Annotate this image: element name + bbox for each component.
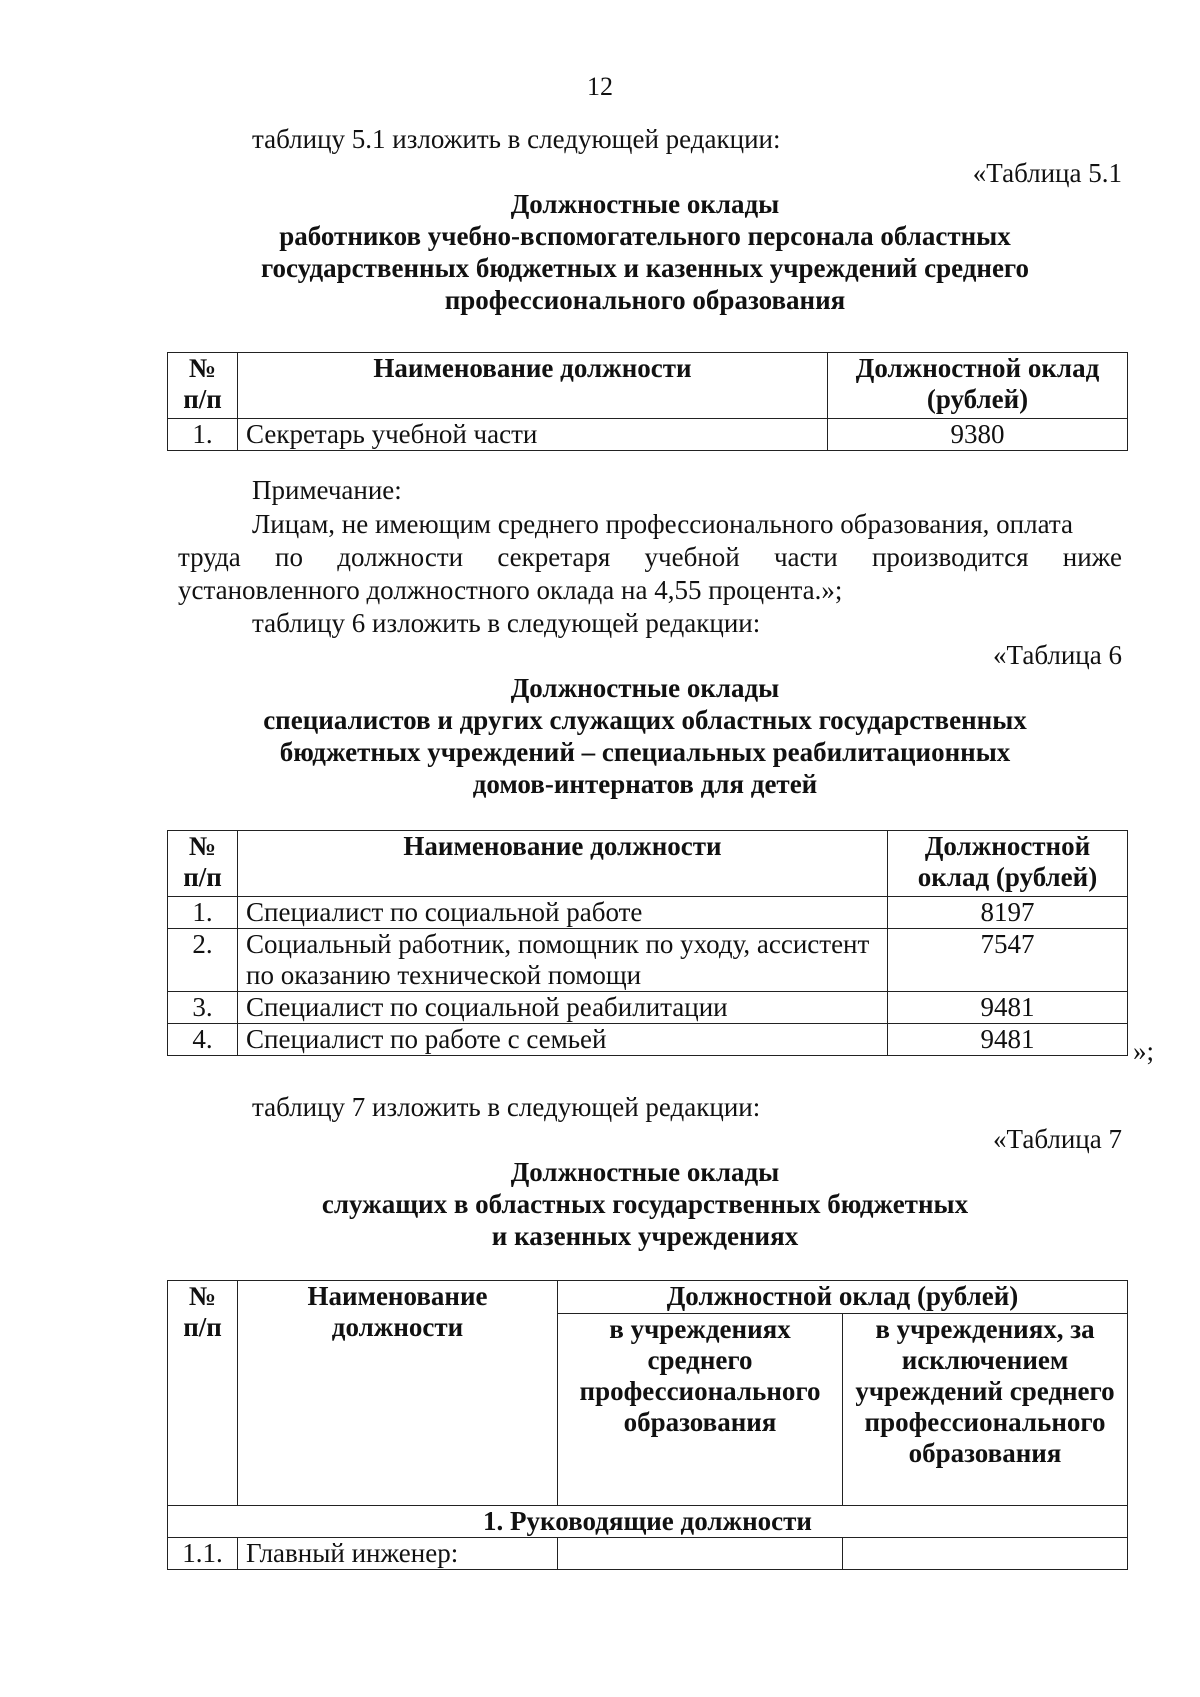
header-salary-group: Должностной оклад (рублей)	[558, 1281, 1128, 1314]
title-line: Должностные оклады	[510, 1157, 780, 1187]
header-name: Наименование должности	[238, 1281, 558, 1506]
table-5-1-label: «Таблица 5.1	[972, 158, 1122, 188]
table-6-title	[160, 672, 1130, 800]
header-num: № п/п	[168, 1281, 238, 1506]
table-row	[168, 929, 1128, 992]
cell-name: Специалист по социальной работе	[238, 897, 888, 929]
header-salary: Должностной оклад (рублей)	[828, 353, 1128, 419]
title-line: бюджетных учреждений – специальных реабилитационных	[279, 737, 1011, 767]
note-word: труда	[178, 542, 241, 572]
header-num: № п/п	[168, 831, 238, 897]
note-line-2	[178, 542, 1122, 573]
note-word: должности	[337, 542, 464, 572]
table-7-label: «Таблица 7	[993, 1124, 1122, 1154]
section-row	[168, 1506, 1128, 1538]
title-line: Должностные оклады	[510, 673, 780, 703]
cell-name: Главный инженер:	[238, 1538, 558, 1570]
note-line-1: Лицам, не имеющим среднего профессионального образования, оплата	[252, 509, 1073, 539]
table-7-intro: таблицу 7 изложить в следующей редакции:	[252, 1092, 761, 1122]
note-word: ниже	[1062, 542, 1122, 572]
table-5-1	[167, 352, 1128, 451]
table-row	[168, 897, 1128, 929]
title-line: домов-интернатов для детей	[472, 769, 818, 799]
cell-b	[843, 1538, 1128, 1570]
title-line: профессионального образования	[444, 285, 846, 315]
note-label: Примечание:	[252, 475, 402, 505]
cell-name: Социальный работник, помощник по уходу, ассистент по оказанию технической помощи	[238, 929, 888, 992]
table-row	[168, 992, 1128, 1024]
header-name: Наименование должности	[238, 353, 828, 419]
cell-num: 1.1.	[168, 1538, 238, 1570]
table-6-close-quote: »;	[1133, 1036, 1155, 1066]
cell-name: Секретарь учебной части	[238, 419, 828, 451]
table-5-1-title	[160, 188, 1130, 316]
note-word: секретаря	[497, 542, 611, 572]
table-7	[167, 1280, 1128, 1570]
header-col-a: в учреждениях среднего профессионального образования	[558, 1314, 843, 1506]
cell-salary: 9481	[888, 992, 1128, 1024]
note-word: производится	[871, 542, 1029, 572]
header-col-b: в учреждениях, за исключением учреждений среднего профессионального образования	[843, 1314, 1128, 1506]
header-salary: Должностной оклад (рублей)	[888, 831, 1128, 897]
title-line: работников учебно-вспомогательного персонала областных	[279, 221, 1011, 251]
cell-num: 3.	[168, 992, 238, 1024]
table-row	[168, 419, 1128, 451]
cell-salary: 9380	[828, 419, 1128, 451]
cell-salary: 8197	[888, 897, 1128, 929]
cell-name: Специалист по работе с семьей	[238, 1024, 888, 1056]
note-word: учебной	[644, 542, 740, 572]
cell-salary: 9481	[888, 1024, 1128, 1056]
cell-num: 1.	[168, 897, 238, 929]
cell-salary: 7547	[888, 929, 1128, 992]
table-5-1-intro: таблицу 5.1 изложить в следующей редакции:	[252, 124, 781, 154]
title-line: специалистов и других служащих областных государственных	[263, 705, 1027, 735]
table-6	[167, 830, 1128, 1056]
table-6-label: «Таблица 6	[993, 640, 1122, 670]
header-num: № п/п	[168, 353, 238, 419]
cell-num: 4.	[168, 1024, 238, 1056]
table-6-intro: таблицу 6 изложить в следующей редакции:	[252, 608, 761, 638]
title-line: и казенных учреждениях	[491, 1221, 799, 1251]
table-row	[168, 1024, 1128, 1056]
note-word: по	[275, 542, 303, 572]
header-name: Наименование должности	[238, 831, 888, 897]
title-line: служащих в областных государственных бюджетных	[321, 1189, 969, 1219]
note-line-3: установленного должностного оклада на 4,55 процента.»;	[178, 575, 843, 605]
title-line: государственных бюджетных и казенных учреждений среднего	[260, 253, 1030, 283]
cell-num: 1.	[168, 419, 238, 451]
table-row	[168, 1538, 1128, 1570]
title-line: Должностные оклады	[510, 189, 780, 219]
page-number: 12	[587, 72, 613, 101]
cell-num: 2.	[168, 929, 238, 992]
cell-a	[558, 1538, 843, 1570]
section-title: 1. Руководящие должности	[168, 1506, 1128, 1538]
note-word: части	[773, 542, 838, 572]
cell-name: Специалист по социальной реабилитации	[238, 992, 888, 1024]
table-7-title	[160, 1156, 1130, 1252]
